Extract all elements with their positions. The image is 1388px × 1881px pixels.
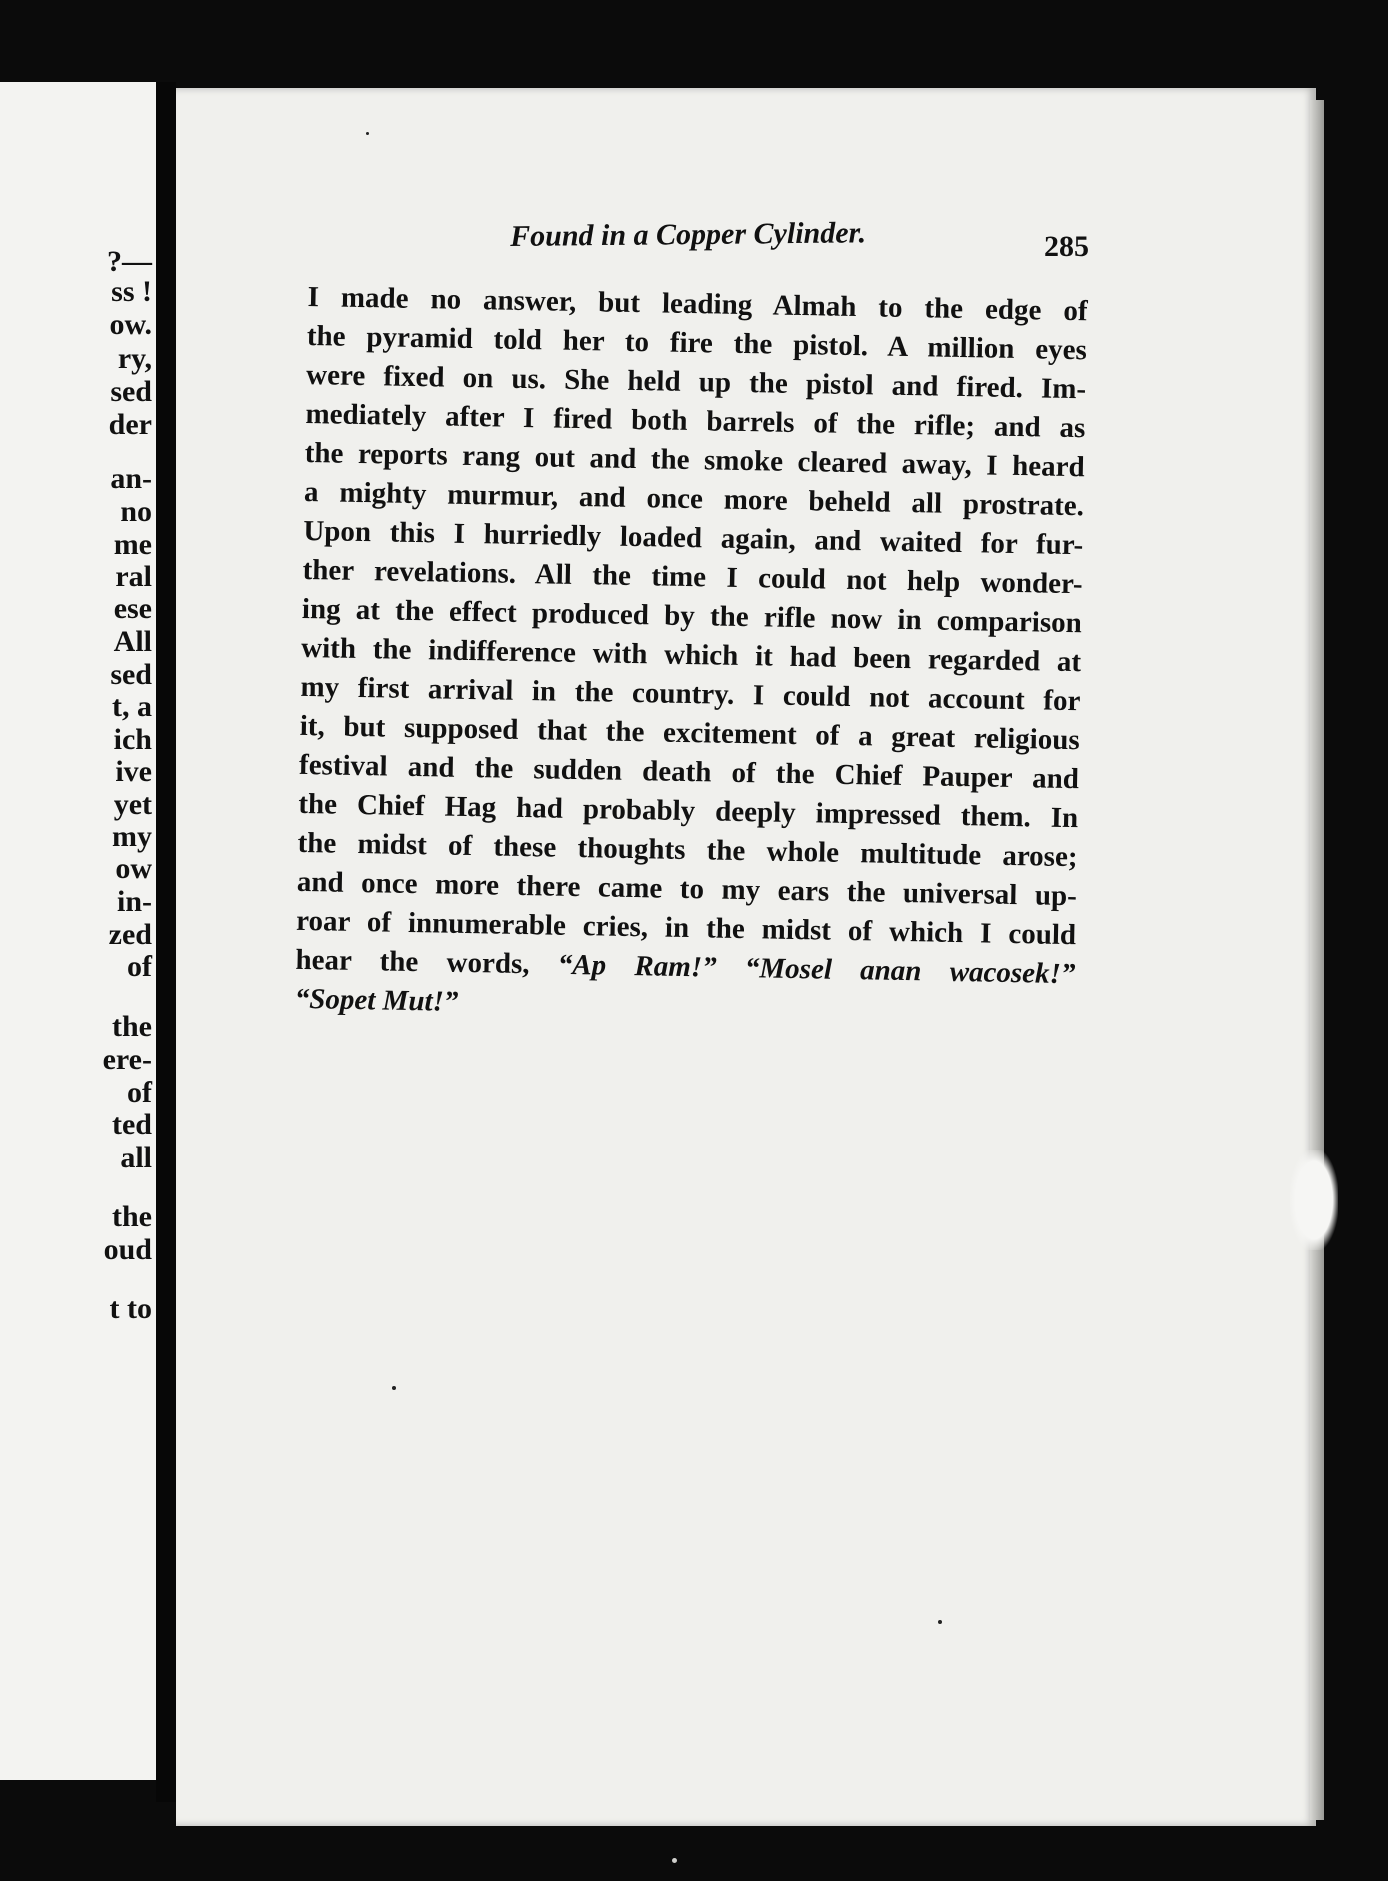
- quote-lead-in: hear the words,: [295, 943, 559, 981]
- left-line-fragment: the: [112, 1200, 152, 1233]
- text-line: the midst of these thoughts the whole multitude arose;: [297, 826, 1078, 874]
- left-line-fragment: sed: [110, 658, 152, 691]
- left-line-fragment: zed: [108, 918, 152, 951]
- text-line: the pyramid told her to fire the pistol. A million eyes: [306, 319, 1088, 367]
- text-line: a mighty murmur, and once more beheld all prostrate.: [303, 475, 1085, 523]
- left-line-fragment: no: [120, 495, 152, 528]
- text-line: ing at the effect produced by the rifle now in comparison: [301, 592, 1083, 640]
- quoted-cry-ap-ram: “Ap Ram!”: [557, 948, 717, 984]
- left-line-fragment: of: [127, 1076, 152, 1109]
- text-line: festival and the sudden death of the Chief Pauper and: [298, 748, 1080, 796]
- left-line-fragment: all: [120, 1141, 152, 1174]
- page-number: 285: [1044, 230, 1089, 263]
- left-line-fragment: in-: [116, 885, 152, 918]
- left-line-fragment: ow: [115, 852, 152, 885]
- left-line-fragment: ss !: [111, 275, 152, 308]
- left-line-fragment: an-: [110, 462, 152, 495]
- left-line-fragment: der: [108, 408, 152, 441]
- left-line-fragment: ich: [113, 723, 152, 756]
- print-speck: [366, 132, 369, 135]
- print-speck: [392, 1386, 396, 1390]
- left-page-fragment: [0, 82, 156, 1780]
- quoted-cry-mosel-anan-wacosek: “Mosel anan wacosek!”: [744, 952, 1076, 991]
- left-line-fragment: ted: [112, 1108, 152, 1141]
- text-line: were fixed on us. She held up the pistol and fired. Im-: [305, 358, 1087, 406]
- page-edge-shadow: [1310, 100, 1324, 1820]
- text-line: and once more there came to my ears the universal up-: [296, 865, 1078, 913]
- text-line: Upon this I hurriedly loaded again, and waited for fur-: [303, 514, 1084, 562]
- running-head: Found in a Copper Cylinder.: [510, 216, 867, 253]
- text-line: the reports rang out and the smoke cleared away, I heard: [304, 436, 1085, 484]
- left-line-fragment: yet: [113, 788, 152, 821]
- text-line: mediately after I fired both barrels of the rifle; and as: [305, 397, 1086, 445]
- text-line: my first arrival in the country. I could not account for: [300, 670, 1081, 718]
- body-text: [294, 278, 1087, 1033]
- left-line-fragment: sed: [110, 375, 152, 408]
- text-line: the Chief Hag had probably deeply impressed them. In: [298, 787, 1079, 835]
- left-line-fragment: ?—: [107, 245, 152, 278]
- left-line-fragment: ese: [113, 592, 152, 625]
- text-line: roar of innumerable cries, in the midst of which I could: [295, 904, 1077, 952]
- left-line-fragment: oud: [103, 1233, 152, 1266]
- left-line-fragment: my: [112, 820, 152, 853]
- text-line: with the indifference with which it had been regarded at: [300, 631, 1082, 679]
- text-line: it, but supposed that the excitement of a great religious: [299, 709, 1080, 757]
- left-line-fragment: t, a: [112, 690, 152, 723]
- left-line-fragment: ry,: [117, 342, 152, 375]
- left-line-fragment: All: [113, 625, 152, 658]
- quoted-cry-sopet-mut: “Sopet Mut!”: [294, 982, 459, 1018]
- left-line-fragment: ow.: [109, 308, 152, 341]
- page-gutter: [156, 82, 176, 1802]
- left-line-fragment: ive: [115, 755, 152, 788]
- left-line-fragment: ere-: [102, 1043, 152, 1076]
- paper-damage-blotch: [1290, 1150, 1338, 1250]
- left-line-fragment: of: [127, 950, 152, 983]
- left-line-fragment: the: [112, 1010, 152, 1043]
- left-line-fragment: ral: [115, 560, 152, 593]
- text-line: ther revelations. All the time I could not help wonder-: [302, 553, 1083, 601]
- left-line-fragment: t to: [109, 1292, 152, 1325]
- text-line: I made no answer, but leading Almah to the edge of: [307, 280, 1088, 328]
- print-speck: [672, 1858, 677, 1863]
- print-speck: [938, 1620, 942, 1624]
- left-line-fragment: me: [113, 528, 152, 561]
